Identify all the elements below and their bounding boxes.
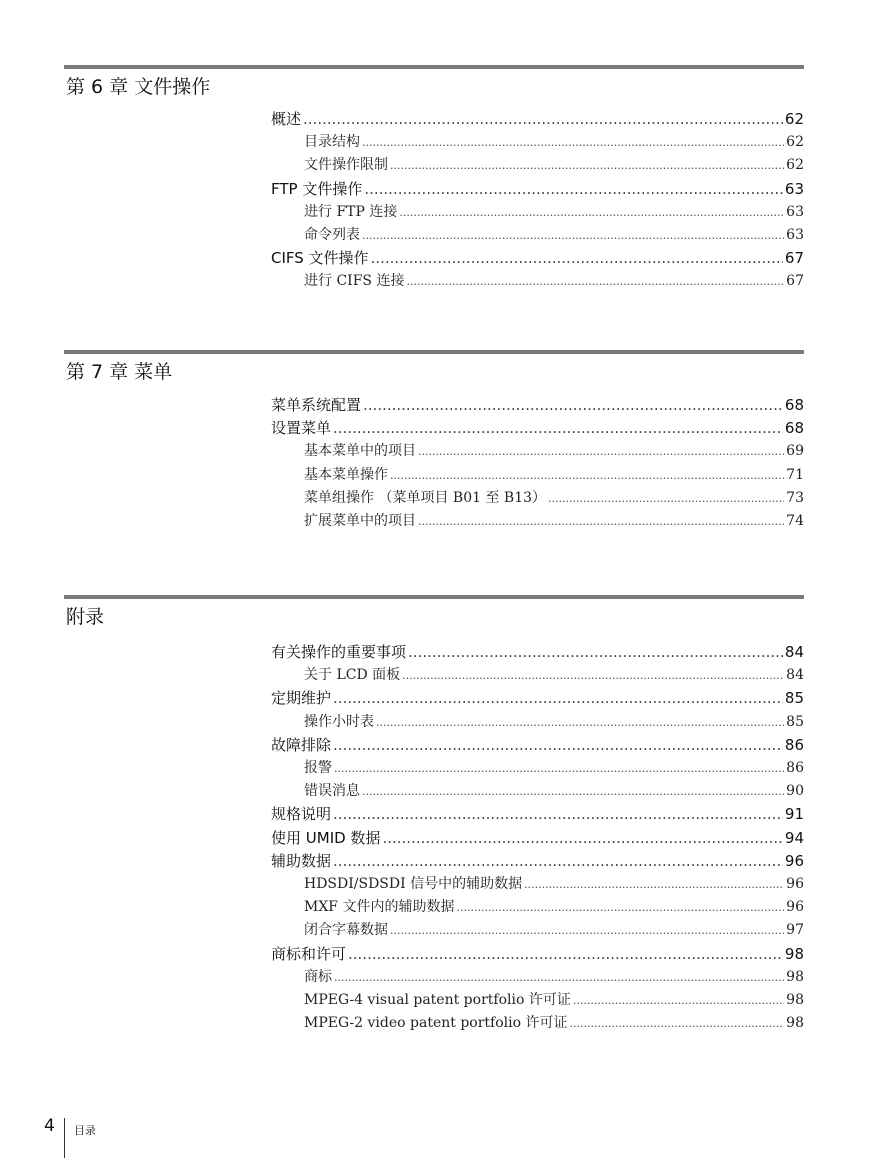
toc-entry-label: 文件操作限制 (304, 157, 388, 174)
toc-subentry[interactable] (271, 487, 804, 507)
toc-subentry[interactable] (271, 464, 804, 484)
toc-entry-label: 概述 (271, 110, 302, 128)
dot-leader (364, 180, 783, 198)
footer-divider (64, 1118, 65, 1158)
dot-leader (333, 689, 783, 707)
toc-entry-label: 基本菜单中的项目 (304, 443, 416, 460)
toc-entry-label: 商标 (304, 968, 332, 985)
toc-entry-label: 关于 LCD 面板 (304, 667, 401, 684)
toc-entry-page: 63 (786, 203, 804, 220)
toc-entry-page: 98 (786, 968, 804, 985)
toc-entry-page: 96 (786, 899, 804, 916)
dot-leader (524, 878, 784, 891)
section-rule (64, 350, 804, 354)
dot-leader (399, 206, 784, 219)
toc-entry-label: 错误消息 (304, 783, 360, 800)
toc-entry-label: 菜单组操作 （菜单项目 B01 至 B13） (304, 489, 547, 506)
footer-label: 目录 (74, 1124, 96, 1137)
toc-entry-page: 63 (786, 227, 804, 243)
toc-entry-page: 62 (784, 110, 804, 128)
toc-entry-label: 辅助数据 (271, 851, 332, 870)
dot-leader (569, 1017, 784, 1030)
toc-entry[interactable] (271, 247, 804, 268)
page-number: 4 (44, 1116, 55, 1136)
dot-leader (376, 716, 784, 729)
toc-entry-page: 84 (784, 643, 804, 661)
toc-entry-page: 98 (784, 944, 804, 963)
toc-entry-label: 商标和许可 (271, 944, 347, 963)
toc-subentry[interactable] (271, 224, 804, 244)
dot-leader (573, 994, 784, 1007)
toc-subentry[interactable] (271, 966, 804, 986)
dot-leader (371, 249, 783, 267)
toc-entry-label: 进行 CIFS 连接 (304, 273, 405, 290)
toc-entry-label: 命令列表 (304, 227, 360, 243)
section-title: 第 7 章 菜单 (66, 361, 173, 383)
dot-leader (333, 805, 783, 823)
dot-leader (334, 971, 784, 984)
toc-entry-label: 操作小时表 (304, 713, 374, 730)
toc-subentry[interactable] (271, 270, 804, 290)
toc-entry-page: 98 (786, 1015, 804, 1032)
dot-leader (362, 136, 784, 149)
dot-leader (408, 643, 783, 661)
dot-leader (334, 762, 784, 775)
toc-entry-page: 74 (786, 513, 804, 529)
toc-subentry[interactable] (271, 989, 804, 1009)
toc-entry-label: MXF 文件内的辅助数据 (304, 899, 455, 916)
toc-entry-page: 85 (784, 689, 804, 708)
dot-leader (390, 469, 784, 482)
toc-entry-label: CIFS 文件操作 (271, 249, 369, 268)
section-rule (64, 595, 804, 599)
toc-subentry[interactable] (271, 711, 804, 731)
dot-leader (406, 275, 784, 288)
toc-entry-page: 67 (786, 273, 804, 290)
toc-entry-page: 69 (786, 443, 804, 460)
section-rule (64, 65, 804, 69)
toc-entry-page: 67 (784, 249, 804, 268)
dot-leader (402, 669, 784, 682)
toc-entry[interactable] (271, 641, 804, 662)
toc-entry-page: 68 (784, 396, 804, 414)
toc-subentry[interactable] (271, 154, 804, 174)
dot-leader (362, 229, 784, 242)
toc-entry-page: 62 (786, 134, 804, 151)
section-title: 第 6 章 文件操作 (66, 76, 211, 98)
dot-leader (382, 829, 782, 847)
toc-entry-label: 故障排除 (271, 735, 332, 754)
toc-entry-label: 目录结构 (304, 134, 360, 151)
toc-subentry[interactable] (271, 131, 804, 151)
toc-entry-page: 96 (786, 876, 804, 892)
toc-entry[interactable] (271, 827, 804, 848)
toc-subentry[interactable] (271, 510, 804, 530)
toc-entry-page: 97 (786, 922, 804, 939)
dot-leader (363, 396, 783, 414)
toc-entry-page: 84 (786, 667, 804, 684)
dot-leader (303, 110, 783, 128)
dot-leader (548, 492, 784, 505)
page-footer (0, 1114, 889, 1158)
toc-entry-label: 闭合字幕数据 (304, 922, 388, 939)
toc-entry[interactable] (271, 734, 804, 755)
toc-entry-label: 使用 UMID 数据 (271, 828, 381, 847)
dot-leader (418, 515, 784, 528)
toc-entry-label: 扩展菜单中的项目 (304, 513, 416, 529)
toc-subentry[interactable] (271, 440, 804, 460)
toc-entry-label: 菜单系统配置 (271, 396, 362, 414)
toc-entry-page: 91 (784, 805, 804, 824)
toc-entry-page: 85 (786, 713, 804, 730)
toc-entry-label: 定期维护 (271, 689, 332, 708)
toc-entry-page: 63 (784, 179, 804, 198)
toc-entry-label: 有关操作的重要事项 (271, 643, 407, 661)
dot-leader (390, 924, 784, 937)
section-title: 附录 (66, 606, 105, 628)
toc-entry-label: MPEG-2 video patent portfolio 许可证 (304, 1015, 568, 1032)
dot-leader (348, 945, 783, 963)
dot-leader (333, 736, 783, 754)
dot-leader (333, 419, 783, 437)
toc-entry[interactable] (271, 108, 804, 129)
toc-entry-page: 86 (786, 760, 804, 776)
toc-entry-label: 基本菜单操作 (304, 466, 388, 483)
toc-entry-label: MPEG-4 visual patent portfolio 许可证 (304, 992, 571, 1008)
toc-subentry[interactable] (271, 780, 804, 800)
toc-entry-label: 规格说明 (271, 805, 332, 824)
toc-entry-page: 90 (786, 783, 804, 800)
toc-entry-label: FTP 文件操作 (271, 179, 363, 198)
dot-leader (390, 159, 784, 172)
toc-entry[interactable] (271, 687, 804, 708)
toc-subentry[interactable] (271, 896, 804, 916)
dot-leader (456, 901, 784, 914)
toc-entry-label: 进行 FTP 连接 (304, 203, 398, 220)
toc-subentry[interactable] (271, 1012, 804, 1032)
toc-entry[interactable] (271, 803, 804, 824)
toc-entry-page: 98 (786, 992, 804, 1008)
toc-entry-page: 62 (786, 157, 804, 174)
toc-subentry[interactable] (271, 201, 804, 221)
toc-entry-page: 96 (784, 851, 804, 870)
toc-entry-page: 94 (784, 828, 804, 847)
toc-entry[interactable] (271, 417, 804, 438)
toc-subentry[interactable] (271, 664, 804, 684)
dot-leader (333, 852, 783, 870)
toc-subentry[interactable] (271, 873, 804, 893)
toc-entry-label: 报警 (304, 760, 332, 776)
toc-entry[interactable] (271, 178, 804, 199)
dot-leader (362, 785, 784, 798)
toc-entry-page: 86 (784, 735, 804, 754)
toc-subentry[interactable] (271, 919, 804, 939)
toc-entry-page: 71 (786, 466, 804, 483)
toc-entry-label: 设置菜单 (271, 419, 332, 438)
toc-subentry[interactable] (271, 757, 804, 777)
toc-entry[interactable] (271, 943, 804, 964)
toc-entry[interactable] (271, 394, 804, 415)
toc-entry-page: 73 (786, 489, 804, 506)
toc-entry[interactable] (271, 850, 804, 871)
toc-entry-label: HDSDI/SDSDI 信号中的辅助数据 (304, 876, 523, 892)
toc-entry-page: 68 (784, 419, 804, 438)
dot-leader (418, 445, 784, 458)
